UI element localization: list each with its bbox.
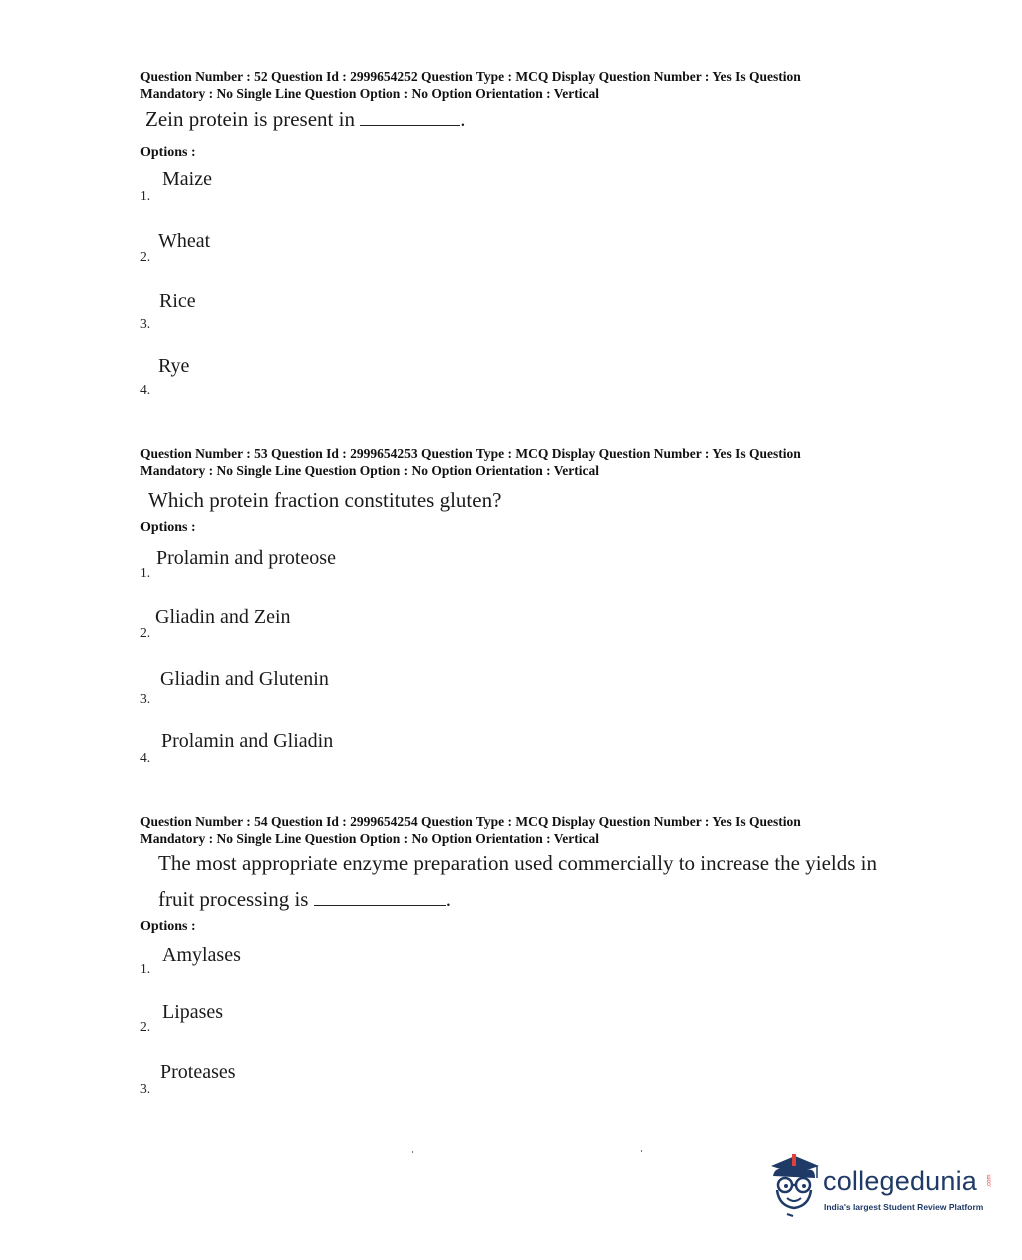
answer-blank	[360, 124, 460, 126]
question-53-meta	[140, 445, 880, 479]
q52-option-2-number: 2.	[140, 249, 151, 264]
collegedunia-logo	[765, 1152, 1005, 1222]
q53-option-3-text: Gliadin and Glutenin	[160, 668, 329, 690]
q52-option-4-number: 4.	[140, 382, 151, 397]
question-53-options-label: Options :	[140, 520, 196, 535]
q54-option-2-number: 2.	[140, 1019, 151, 1034]
scan-mark	[412, 1151, 413, 1153]
scan-mark	[641, 1150, 642, 1152]
q54-option-3-text: Proteases	[160, 1061, 236, 1083]
mascot-icon	[765, 1152, 825, 1222]
logo-domain-suffix: .com	[986, 1174, 993, 1188]
question-54-options-label: Options :	[140, 919, 196, 934]
q52-option-2-text: Wheat	[158, 230, 211, 252]
question-52-text	[145, 101, 465, 137]
question-52-meta	[140, 68, 880, 102]
q53-option-2-number: 2.	[140, 625, 151, 640]
q53-option-3-number: 3.	[140, 691, 151, 706]
question-52-stem: Zein protein is present in	[145, 107, 355, 131]
question-54-stem-line1: The most appropriate enzyme preparation used commercially to increase the yields in	[158, 851, 877, 875]
question-54-text	[158, 845, 877, 917]
question-52-options-label: Options :	[140, 145, 196, 160]
question-53-text	[148, 482, 501, 518]
q53-option-1-text: Prolamin and proteose	[156, 547, 336, 569]
question-54-period: .	[445, 887, 451, 911]
question-52-period: .	[460, 107, 466, 131]
question-54-meta	[140, 813, 880, 847]
question-53-stem: Which protein fraction constitutes gluten?	[148, 488, 502, 512]
question-53-meta-line1: Question Number : 53 Question Id : 2999654253 Question Type : MCQ Display Question Number : Yes Is Question	[140, 446, 801, 461]
question-54-meta-line2: Mandatory : No Single Line Question Option : No Option Orientation : Vertical	[140, 831, 600, 846]
q54-option-3-number: 3.	[140, 1081, 151, 1096]
q54-option-1-number: 1.	[140, 961, 151, 976]
answer-blank	[314, 904, 446, 906]
q53-option-4-text: Prolamin and Gliadin	[161, 730, 334, 752]
q53-option-4-number: 4.	[140, 750, 151, 765]
question-53-meta-line2: Mandatory : No Single Line Question Option : No Option Orientation : Vertical	[140, 463, 600, 478]
q52-option-1-text: Maize	[162, 168, 212, 190]
q53-option-2-text: Gliadin and Zein	[155, 606, 291, 628]
q52-option-4-text: Rye	[158, 355, 190, 377]
q53-option-1-number: 1.	[140, 565, 151, 580]
q52-option-3-text: Rice	[159, 290, 196, 312]
q52-option-1-number: 1.	[140, 188, 151, 203]
q52-option-3-number: 3.	[140, 316, 151, 331]
question-52-meta-line1: Question Number : 52 Question Id : 2999654252 Question Type : MCQ Display Question Number : Yes Is Question	[140, 69, 801, 84]
q54-option-2-text: Lipases	[162, 1001, 224, 1023]
question-52-meta-line2: Mandatory : No Single Line Question Option : No Option Orientation : Vertical	[140, 86, 600, 101]
question-54-stem-line2-wrap	[158, 881, 877, 917]
question-54-meta-line1: Question Number : 54 Question Id : 2999654254 Question Type : MCQ Display Question Number : Yes Is Question	[140, 814, 801, 829]
logo-wordmark: collegedunia	[823, 1166, 978, 1196]
logo-tagline: India's largest Student Review Platform	[824, 1202, 984, 1212]
q54-option-1-text: Amylases	[162, 944, 241, 966]
question-54-stem-line2: fruit processing is	[158, 887, 309, 911]
